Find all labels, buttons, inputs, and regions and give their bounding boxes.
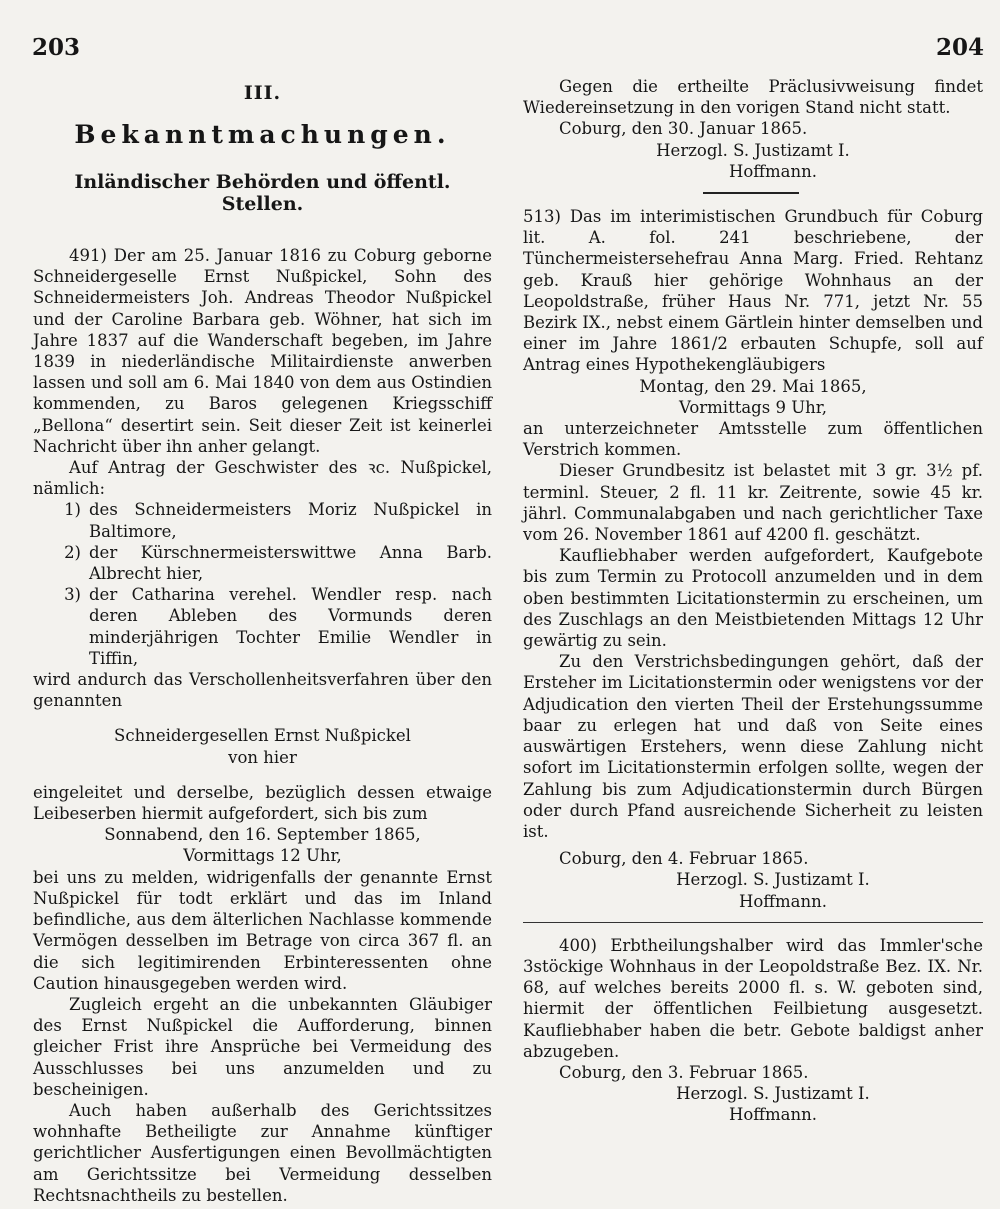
auction-time: Vormittags 9 Uhr, — [678, 397, 828, 417]
top-authority: Herzogl. S. Justizamt I. — [656, 140, 850, 160]
right-column — [523, 76, 983, 1126]
page-number-left: 203 — [32, 34, 81, 61]
notice-513-signature: Hoffmann. — [738, 891, 828, 911]
short-rule — [703, 192, 799, 194]
notice-491-paragraph-6: Zugleich ergeht an die unbekannten Gläubiger des Ernst Nußpickel die Aufforderung, binnen gleicher Frist ihre Ansprüche bei Vermeidung des Ausschlusses bei uns anzumelden und zu bescheinigen. — [33, 994, 492, 1099]
section-divider — [523, 922, 983, 923]
notice-400-signature: Hoffmann. — [728, 1105, 818, 1125]
notice-491-paragraph-5: bei uns zu melden, widrigenfalls der genannte Ernst Nußpickel für todt erklärt und das im Inland befindliche, aus dem älterlichen Nachlasse kommende Vermögen desselben im Betrage von circa 367 fl. an die sich legitimirenden Erbinteressenten ohne Caution hinausgegeben werden wird. — [33, 867, 492, 993]
list-item-number: 1) — [64, 500, 81, 520]
notice-513-paragraph-2: an unterzeichneter Amtsstelle zum öffentlichen Verstrich kommen. — [523, 419, 983, 460]
deadline-time: Vormittags 12 Uhr, — [183, 846, 342, 866]
auction-date: Montag, den 29. Mai 1865, — [639, 376, 867, 396]
notice-513-paragraph-3: Dieser Grundbesitz ist belastet mit 3 gr. 3½ pf. terminl. Steuer, 2 fl. 11 kr. Zeitrente, sowie 45 kr. jährl. Communalabgaben und nach gerichtlicher Taxe vom 26. November 1861 auf 4200 fl. geschätzt. — [523, 461, 983, 545]
heirs-list — [33, 499, 492, 669]
subsection-title: Inländischer Behörden und öffentl. Stellen. — [74, 171, 451, 215]
section-number: III. — [243, 82, 282, 104]
top-signature: Hoffmann. — [728, 161, 818, 181]
notice-513-place-date: Coburg, den 4. Februar 1865. — [559, 849, 809, 869]
list-item — [33, 499, 492, 541]
list-item-number: 2) — [64, 542, 81, 562]
list-item-number: 3) — [64, 585, 81, 605]
center-name-line: Schneidergesellen Ernst Nußpickel — [114, 726, 411, 746]
list-item — [33, 584, 492, 669]
left-column — [33, 70, 492, 1206]
center-origin-line: von hier — [228, 747, 297, 767]
page-number-right: 204 — [935, 34, 984, 61]
list-item-text: der Kürschnermeisterswittwe Anna Barb. Albrecht hier, — [89, 542, 492, 584]
list-item-text: der Catharina verehel. Wendler resp. nach deren Ableben des Vormunds deren minderjährigen Tochter Emilie Wendler in Tiffin, — [89, 585, 492, 668]
notice-491-paragraph-2: Auf Antrag der Geschwister des ꝛc. Nußpickel, nämlich: — [33, 458, 492, 499]
top-place-date: Coburg, den 30. Januar 1865. — [559, 119, 808, 139]
notice-400-paragraph: 400) Erbtheilungshalber wird das Immler'sche 3stöckige Wohnhaus in der Leopoldstraße Bez. IX. Nr. 68, auf welches bereits 2000 fl. s. W. geboten sind, hiermit der öffentlichen Feilbietung ausgesetzt. Kaufliebhaber haben die betr. Gebote baldigst anher abzugeben. — [523, 935, 983, 1061]
notice-491-paragraph-4: eingeleitet und derselbe, bezüglich dessen etwaige Leibeserben hiermit aufgefordert, sich bis zum — [33, 782, 492, 824]
notice-491-paragraph-7: Auch haben außerhalb des Gerichtssitzes wohnhafte Betheiligte zur Annahme künftiger gerichtlicher Ausfertigungen einen Bevollmächtigten am Gerichtssitze bei Vermeidung desselben Rechtsnachtheils zu bestellen. — [33, 1100, 492, 1205]
notice-513-authority: Herzogl. S. Justizamt I. — [676, 870, 870, 890]
notice-491-paragraph-3: wird andurch das Verschollenheitsverfahren über den genannten — [33, 670, 492, 711]
notice-513-paragraph-4: Kaufliebhaber werden aufgefordert, Kaufgebote bis zum Termin zu Protocoll anzumelden und in dem oben bestimmten Licitationstermin zu erscheinen, um des Zuschlags an den Meistbietenden Mittags 12 Uhr gewärtig zu sein. — [523, 546, 983, 651]
deadline-date: Sonnabend, den 16. September 1865, — [104, 825, 421, 845]
list-item — [33, 542, 492, 584]
continued-text: Gegen die ertheilte Präclusivweisung findet Wiedereinsetzung in den vorigen Stand nicht statt. — [523, 77, 983, 118]
notice-491-paragraph-1: 491) Der am 25. Januar 1816 zu Coburg geborne Schneidergeselle Ernst Nußpickel, Sohn des Schneidermeisters Joh. Andreas Theodor Nußpickel und der Caroline Barbara geb. Wöhner, hat sich im Jahre 1837 auf die Wanderschaft begeben, im Jahre 1839 in niederländische Militairdienste anwerben lassen und soll am 6. Mai 1840 von dem aus Ostindien kommenden, zu Baros gelegenen Kriegsschiff „Bellona“ desertirt sein. Seit dieser Zeit ist keinerlei Nachricht über ihn anher gelangt. — [33, 246, 492, 456]
notice-400-place-date: Coburg, den 3. Februar 1865. — [559, 1062, 809, 1082]
notice-513-paragraph-5: Zu den Verstrichsbedingungen gehört, daß der Ersteher im Licitationstermin oder wenigstens vor der Adjudication den vierten Theil der Erstehungssumme baar zu erlegen hat und daß von Seite eines auswärtigen Erstehers, wenn diese Zahlung nicht sofort im Licitationstermin erfolgen sollte, wegen der Zahlung bis zum Adjudicationstermin durch Bürgen oder durch Pfand ausreichende Sicherheit zu leisten ist. — [523, 652, 983, 841]
notice-400-authority: Herzogl. S. Justizamt I. — [676, 1084, 870, 1104]
notice-513-paragraph-1: 513) Das im interimistischen Grundbuch für Coburg lit. A. fol. 241 beschriebene, der Tünchermeistersehefrau Anna Marg. Fried. Rehtanz geb. Krauß hier gehörige Wohnhaus an der Leopoldstraße, früher Haus Nr. 771, jetzt Nr. 55 Bezirk IX., nebst einem Gärtlein hinter demselben und einer im Jahre 1861/2 erbauten Schupfe, soll auf Antrag eines Hypothekengläubigers — [523, 207, 983, 375]
list-item-text: des Schneidermeisters Moriz Nußpickel in Baltimore, — [89, 500, 492, 541]
section-title: Bekanntmachungen. — [74, 120, 451, 149]
